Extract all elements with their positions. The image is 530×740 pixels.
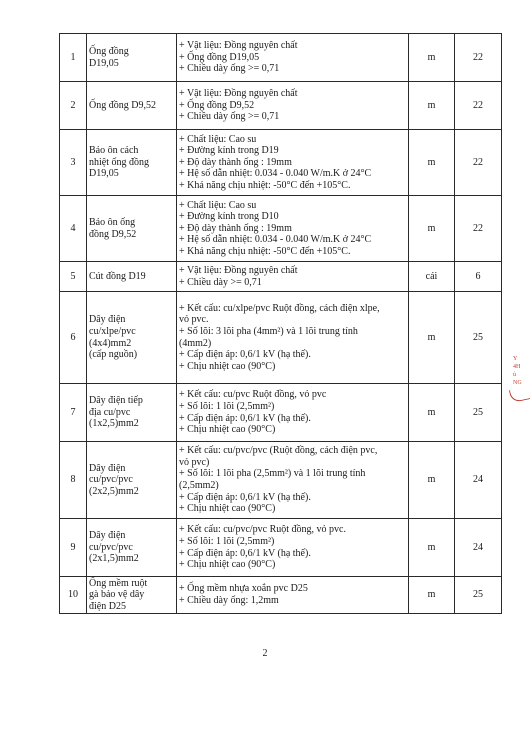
item-spec-cell (177, 34, 409, 82)
stamp-mark: ủ (513, 372, 516, 378)
table-row (60, 196, 502, 262)
item-name-cell (87, 130, 177, 196)
item-spec-cell-line: + Số lõi: 3 lõi pha (4mm²) và 1 lõi trung tính (179, 325, 358, 337)
item-spec-cell-line: (2,5mm2) (179, 480, 219, 491)
row-number-cell: 3 (60, 130, 87, 196)
item-name-cell-line: Dây điện (89, 314, 126, 326)
item-name-cell (87, 442, 177, 519)
unit-cell: m (409, 130, 455, 196)
table-row (60, 292, 502, 384)
quantity-cell: 25 (455, 577, 502, 614)
quantity-cell: 24 (455, 519, 502, 577)
row-number-cell: 2 (60, 82, 87, 130)
item-spec-cell-line: + Cấp điện áp: 0,6/1 kV (hạ thế). (179, 491, 311, 503)
unit-cell: m (409, 196, 455, 262)
item-name-cell (87, 34, 177, 82)
item-name-cell-line: cu/pvc/pvc (89, 541, 133, 553)
item-name-cell-line: Bảo ôn ống (89, 216, 136, 228)
item-spec-cell-line: + Khả năng chịu nhiệt: -50°C đến +105°C. (179, 179, 351, 191)
item-name-cell-line: D19,05 (89, 168, 119, 180)
row-number-cell: 6 (60, 292, 87, 384)
unit-cell: m (409, 82, 455, 130)
item-spec-cell-line: + Cấp điện áp: 0,6/1 kV (hạ thế). (179, 412, 311, 424)
item-name-cell-line: Bảo ôn cách (89, 145, 139, 157)
item-spec-cell-line: + Kết cấu: cu/pvc/pvc Ruột đồng, vỏ pvc. (179, 524, 346, 536)
quantity-cell: 6 (455, 262, 502, 292)
row-number-cell: 9 (60, 519, 87, 577)
item-spec-cell-line: + Chiều dày ống: 1,2mm (179, 595, 279, 606)
item-spec-cell (177, 442, 409, 519)
table-row (60, 34, 502, 82)
item-name-cell-line: Dây điện (89, 462, 126, 474)
item-name-cell-line: (4x4)mm2 (89, 337, 132, 349)
item-spec-cell-line: + Vật liệu: Đồng nguyên chất (179, 264, 298, 276)
stamp-mark: NG (513, 380, 522, 386)
table-row (60, 442, 502, 519)
item-spec-cell-line: + Vật liệu: Đồng nguyên chất (179, 40, 298, 52)
row-number-cell: 8 (60, 442, 87, 519)
item-name-cell-line: Dây điện tiếp (89, 395, 143, 407)
table-row (60, 577, 502, 614)
item-name-cell-line: gà bảo vệ dây (89, 589, 145, 601)
item-spec-cell-line: + Hệ số dẫn nhiệt: 0.034 - 0.040 W/m.K ở 24°C (179, 234, 372, 246)
page-number: 2 (262, 648, 268, 659)
stamp-mark: 4H (513, 364, 521, 370)
table-row (60, 519, 502, 577)
item-spec-cell-line: + Cấp điện áp: 0,6/1 kV (hạ thế). (179, 349, 311, 361)
quantity-cell: 22 (455, 196, 502, 262)
row-number-cell: 1 (60, 34, 87, 82)
item-name-cell-line: Dây điện (89, 530, 126, 542)
table-row (60, 384, 502, 442)
unit-cell: m (409, 519, 455, 577)
item-spec-cell-line: + Kết cấu: cu/xlpe/pvc Ruột đồng, cách điện xlpe, (179, 302, 380, 314)
item-spec-cell-line: + Ống mềm nhựa xoắn pvc D25 (179, 583, 308, 595)
item-name-cell (87, 262, 177, 292)
item-spec-cell-line: + Chiều dày ống >= 0,71 (179, 111, 280, 123)
quantity-cell: 22 (455, 82, 502, 130)
unit-cell: cái (409, 262, 455, 292)
row-number-cell: 10 (60, 577, 87, 614)
unit-cell: m (409, 442, 455, 519)
table-row (60, 262, 502, 292)
stamp-mark: Y (513, 356, 518, 362)
item-spec-cell-line: + Chịu nhiệt cao (90°C) (179, 424, 276, 436)
item-spec-cell (177, 262, 409, 292)
item-name-cell-line: (2x2,5)mm2 (89, 485, 139, 497)
item-spec-cell-line: + Đường kính trong D10 (179, 211, 279, 223)
quantity-cell: 22 (455, 34, 502, 82)
item-spec-cell-line: + Ống đồng D19,05 (179, 51, 260, 63)
quantity-cell: 24 (455, 442, 502, 519)
item-name-cell-line: cu/xlpe/pvc (89, 325, 136, 337)
item-spec-cell (177, 292, 409, 384)
item-spec-cell-line: + Hệ số dẫn nhiệt: 0.034 - 0.040 W/m.K ở 24°C (179, 168, 372, 180)
item-spec-cell-line: + Khả năng chịu nhiệt: -50°C đến +105°C. (179, 245, 351, 257)
item-name-cell-line: Ống đồng (89, 45, 129, 57)
item-spec-cell-line: (4mm2) (179, 337, 212, 349)
item-spec-cell-line: + Chịu nhiệt cao (90°C) (179, 360, 276, 372)
item-spec-cell (177, 130, 409, 196)
item-spec-cell (177, 196, 409, 262)
quantity-cell: 25 (455, 292, 502, 384)
item-spec-cell (177, 82, 409, 130)
item-spec-cell-line: + Số lõi: 1 lõi (2,5mm²) (179, 400, 275, 412)
item-spec-cell-line: + Độ dày thành ống : 19mm (179, 156, 292, 168)
row-number-cell: 7 (60, 384, 87, 442)
item-spec-cell-line: + Vật liệu: Đồng nguyên chất (179, 88, 298, 100)
item-spec-cell-line: vỏ pvc. (179, 314, 209, 326)
item-name-cell-line: (1x2,5)mm2 (89, 418, 139, 430)
item-name-cell-line: điện D25 (89, 600, 126, 612)
item-spec-cell-line: + Đường kính trong D19 (179, 145, 279, 157)
item-name-cell-line: (2x1,5)mm2 (89, 553, 139, 565)
specification-table (59, 33, 502, 614)
unit-cell: m (409, 384, 455, 442)
item-name-cell-line: D19,05 (89, 57, 119, 69)
item-name-cell-line: Ống đồng D9,52 (89, 99, 156, 111)
item-name-cell-line: Ống mềm ruột (89, 577, 148, 589)
item-spec-cell-line: + Ống đồng D9,52 (179, 99, 255, 111)
quantity-cell: 25 (455, 384, 502, 442)
item-name-cell-line: nhiệt ống đồng (89, 156, 149, 168)
item-spec-cell-line: + Độ dày thành ống : 19mm (179, 222, 292, 234)
item-spec-cell-line: + Chiều dày >= 0,71 (179, 276, 262, 288)
item-spec-cell-line: + Cấp điện áp: 0,6/1 kV (hạ thế). (179, 547, 311, 559)
item-spec-cell-line: + Số lõi: 1 lõi (2,5mm²) (179, 535, 275, 547)
item-name-cell-line: đồng D9,52 (89, 228, 137, 240)
item-spec-cell-line: + Kết cấu: cu/pvc Ruột đồng, vỏ pvc (179, 389, 327, 401)
table-row (60, 130, 502, 196)
item-name-cell-line: Cút đồng D19 (89, 270, 146, 282)
item-spec-cell-line: + Chất liệu: Cao su (179, 199, 257, 211)
quantity-cell: 22 (455, 130, 502, 196)
item-spec-cell (177, 577, 409, 614)
item-spec-cell-line: + Kết cấu: cu/pvc/pvc (Ruột đồng, cách điện pvc, (179, 445, 378, 457)
table-row (60, 82, 502, 130)
item-name-cell-line: cu/pvc/pvc (89, 474, 133, 486)
item-name-cell (87, 384, 177, 442)
item-spec-cell-line: + Chịu nhiệt cao (90°C) (179, 559, 276, 571)
item-name-cell (87, 577, 177, 614)
specification-table-body (60, 34, 502, 614)
item-spec-cell-line: + Chất liệu: Cao su (179, 133, 257, 145)
row-number-cell: 4 (60, 196, 87, 262)
row-number-cell: 5 (60, 262, 87, 292)
item-name-cell (87, 519, 177, 577)
item-name-cell-line: (cấp nguồn) (89, 349, 138, 361)
unit-cell: m (409, 577, 455, 614)
unit-cell: m (409, 34, 455, 82)
item-name-cell-line: địa cu/pvc (89, 406, 131, 418)
item-name-cell (87, 82, 177, 130)
item-name-cell (87, 292, 177, 384)
item-name-cell (87, 196, 177, 262)
unit-cell: m (409, 292, 455, 384)
item-spec-cell (177, 384, 409, 442)
item-spec-cell-line: + Chiều dày ống >= 0,71 (179, 63, 280, 75)
item-spec-cell-line: + Số lõi: 1 lõi pha (2,5mm²) và 1 lõi trung tính (179, 468, 366, 480)
item-spec-cell-line: + Chịu nhiệt cao (90°C) (179, 503, 276, 515)
item-spec-cell (177, 519, 409, 577)
item-spec-cell-line: vỏ pvc) (179, 456, 210, 468)
